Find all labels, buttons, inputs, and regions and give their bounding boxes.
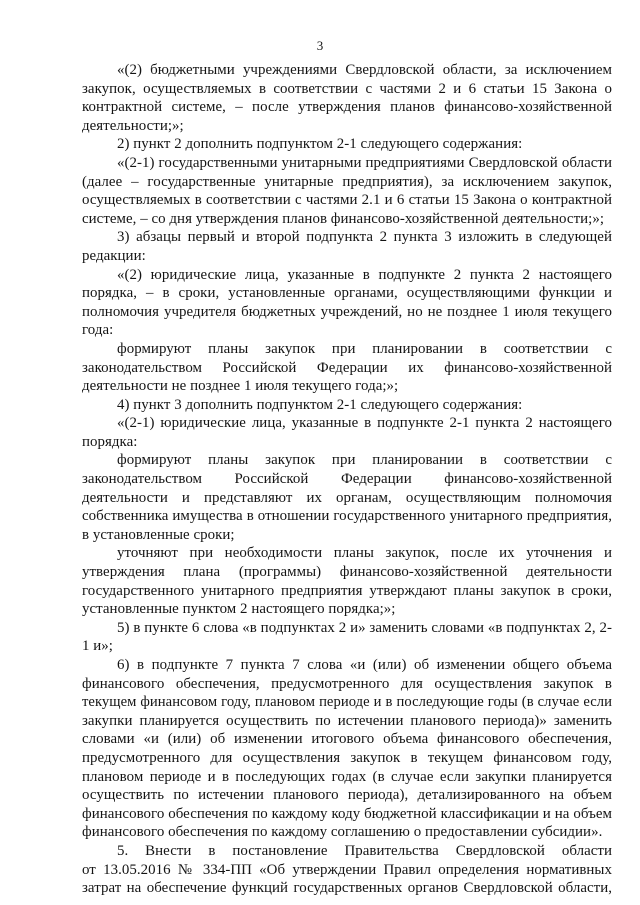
text-line: закупок, осуществляемых в соответствии с частями 2 и 6 статьи 15 Закона о (82, 80, 612, 97)
text-line: финансового обеспечения по каждому коду бюджетной классификации и на объем (82, 805, 612, 822)
text-line: формируют планы закупок при планировании в соответствии с (117, 340, 612, 357)
text-line: законодательством Российской Федерации финансово-хозяйственной (82, 471, 612, 488)
text-line: «(2) бюджетными учреждениями Свердловской области, за исключением (117, 62, 612, 78)
text-line: 4) пункт 3 дополнить подпунктом 2-1 следующего содержания: (117, 396, 523, 413)
text-line: года: (82, 322, 114, 339)
text-line: деятельности;»; (82, 117, 184, 134)
text-line: государственного унитарного предприятия утверждают планы закупок в сроки, (82, 582, 612, 599)
text-line: законодательством Российской Федерации их финансово-хозяйственной (82, 359, 612, 376)
text-line: закупки планируется осуществить по истечении планового периода)» заменить (82, 712, 612, 729)
text-line: собственника имущества в отношении государственного унитарного предприятия, (82, 508, 612, 525)
text-line: деятельности и представляют их органам, осуществляющим полномочия (82, 489, 612, 506)
text-line: системе, – со дня утверждения планов финансово-хозяйственной деятельности;»; (82, 210, 605, 227)
text-line: осуществить по истечении планового периода), детализированного на объем (82, 787, 612, 804)
text-line: полномочия учредителя бюджетных учреждений, но не позднее 1 июля текущего (82, 303, 612, 320)
text-line: деятельности не позднее 1 июля текущего года;»; (82, 378, 399, 395)
text-line: контрактной системе, – после утверждения планов финансово-хозяйственной (82, 99, 612, 116)
text-line: формируют планы закупок при планировании в соответствии с (117, 452, 612, 469)
text-line: затрат на обеспечение функций государственных органов Свердловской области, (82, 880, 612, 897)
text-line: в установленные сроки; (82, 526, 235, 543)
text-line: 1 и»; (82, 638, 113, 655)
text-line: «(2-1) юридические лица, указанные в подпункте 2-1 пункта 2 настоящего (117, 415, 612, 432)
text-line: текущем финансовом году, плановом периоде и в последующие годы (в случае если (82, 694, 612, 711)
text-line: осуществляемых в соответствии с частями 2.1 и 6 статьи 15 Закона о контрактной (82, 192, 612, 209)
text-line: редакции: (82, 247, 146, 264)
text-line: 3) абзацы первый и второй подпункта 2 пункта 3 изложить в следующей (117, 229, 612, 246)
text-line: «(2-1) государственными унитарными предприятиями Свердловской области (117, 154, 612, 171)
text-line: (далее – государственные унитарные предприятия), за исключением закупок, (82, 173, 612, 190)
text-line: финансового обеспечения, предусмотренного для осуществления закупок в (82, 675, 612, 692)
text-line: финансового обеспечения по каждому соглашению о предоставлении субсидии». (82, 824, 603, 841)
text-line: уточняют при необходимости планы закупок, после их уточнения и (117, 545, 612, 562)
text-line: 6) в подпункте 7 пункта 7 слова «и (или) об изменении общего объема (117, 657, 612, 673)
text-line: плановом периоде и в последующих годах (в случае если закупки планируется (82, 768, 612, 785)
text-line: от 13.05.2016 № 334-ПП «Об утверждении Правил определения нормативных (82, 861, 612, 878)
text-line: предусмотренного для осуществления закупок в текущем финансовом году, (82, 749, 612, 766)
text-line: установленные пунктом 2 настоящего порядка;»; (82, 601, 396, 618)
page-number: 3 (316, 38, 324, 53)
text-line: 2) пункт 2 дополнить подпунктом 2-1 следующего содержания: (117, 136, 523, 153)
text-line: 5) в пункте 6 слова «в подпунктах 2 и» заменить словами «в подпунктах 2, 2- (117, 619, 612, 636)
document-body (82, 61, 612, 898)
text-line: порядка: (82, 433, 138, 450)
text-line: утверждения плана (программы) финансово-хозяйственной деятельности (82, 564, 612, 581)
text-line: порядка, – в сроки, установленные органами, осуществляющими функции и (82, 285, 612, 302)
text-line: «(2) юридические лица, указанные в подпункте 2 пункта 2 настоящего (117, 266, 612, 283)
text-line: словами «и (или) об изменении итогового объема финансового обеспечения, (82, 731, 612, 748)
text-line: 5. Внести в постановление Правительства Свердловской области (117, 842, 612, 859)
